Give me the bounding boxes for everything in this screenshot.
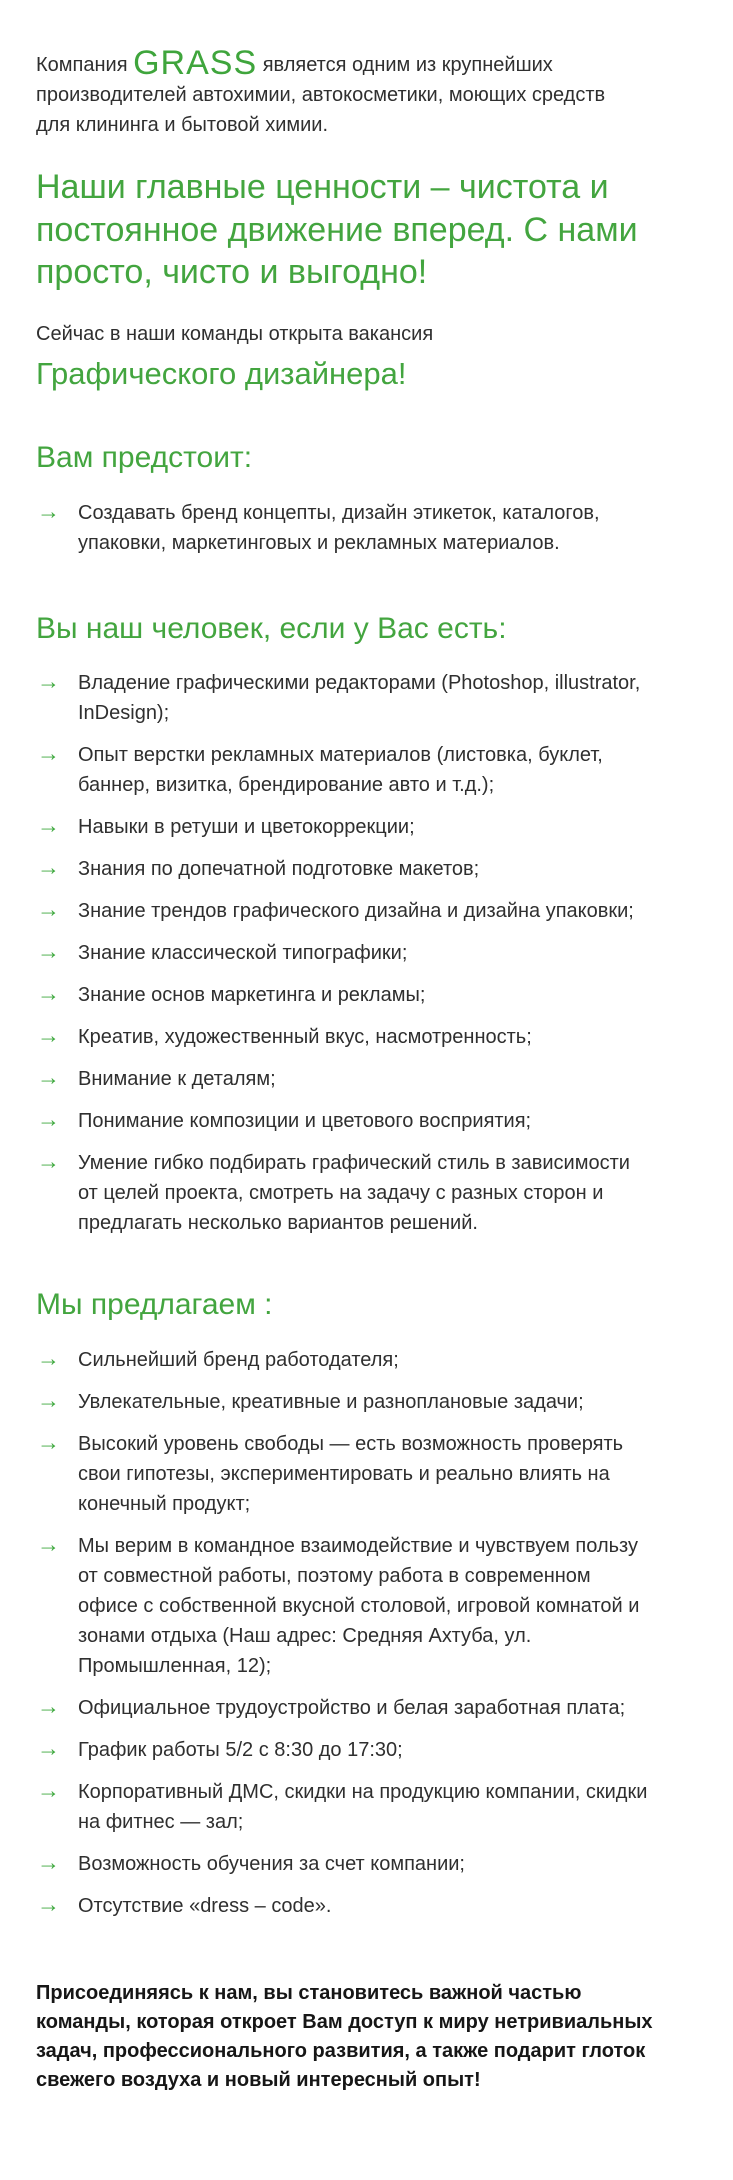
duties-list	[36, 498, 648, 558]
list-item-text: Навыки в ретуши и цветокоррекции;	[78, 816, 415, 839]
vacancy-lead: Сейчас в наши команды открыта вакансия	[36, 322, 434, 345]
list-item-text: Знание основ маркетинга и рекламы;	[78, 984, 426, 1007]
arrow-bullet-icon: →	[37, 1106, 60, 1133]
list-item	[36, 1387, 648, 1417]
arrow-bullet-icon: →	[37, 896, 60, 923]
list-item-text: Высокий уровень свободы — есть возможность проверять свои гипотезы, экспериментировать и реально влиять на конечный продукт;	[78, 1432, 624, 1515]
list-item	[36, 1064, 648, 1094]
list-item	[36, 1106, 648, 1136]
list-item-text: Сильнейший бренд работодателя;	[78, 1348, 399, 1371]
list-item	[36, 812, 648, 842]
list-item	[36, 1891, 648, 1921]
list-item	[36, 1429, 648, 1519]
list-item	[36, 1777, 648, 1837]
arrow-bullet-icon: →	[37, 1428, 60, 1455]
list-item	[36, 668, 648, 728]
arrow-bullet-icon: →	[37, 1344, 60, 1371]
closing-paragraph: Присоединяясь к нам, вы становитесь важной частью команды, которая откроет Вам доступ к миру нетривиальных задач, профессионального развития, а также подарит глоток свежего воздуха и новый интересный опыт!	[36, 1981, 653, 2091]
vacancy-title: Графического дизайнера!	[36, 355, 407, 391]
arrow-bullet-icon: →	[37, 854, 60, 881]
arrow-bullet-icon: →	[37, 1848, 60, 1875]
list-item	[36, 938, 648, 968]
arrow-bullet-icon: →	[37, 1386, 60, 1413]
list-item	[36, 498, 648, 558]
list-item	[36, 1022, 648, 1052]
list-item	[36, 1531, 648, 1681]
list-item	[36, 1693, 648, 1723]
list-item-text: Опыт верстки рекламных материалов (листовка, буклет, баннер, визитка, брендирование авто и т.д.);	[78, 744, 603, 797]
arrow-bullet-icon: →	[37, 938, 60, 965]
list-item-text: Мы верим в командное взаимодействие и чувствуем пользу от совместной работы, поэтому работа в современном офисе с собственной вкусной столовой, игровой комнатой и зонами отдыха (Наш адрес: Средняя Ахтуба, ул. Промышленная, 12);	[78, 1534, 640, 1677]
section-heading-requirements: Вы наш человек, если у Вас есть:	[36, 611, 507, 645]
arrow-bullet-icon: →	[37, 668, 60, 695]
arrow-bullet-icon: →	[37, 1530, 60, 1557]
brand-name: GRASS	[133, 44, 258, 82]
requirements-list	[36, 668, 648, 1238]
list-item-text: Корпоративный ДМС, скидки на продукцию компании, скидки на фитнес — зал;	[78, 1780, 648, 1833]
list-item-text: График работы 5/2 с 8:30 до 17:30;	[78, 1738, 403, 1761]
arrow-bullet-icon: →	[37, 1890, 60, 1917]
arrow-bullet-icon: →	[37, 1776, 60, 1803]
list-item-text: Знание классической типографики;	[78, 942, 408, 965]
section-requirements	[36, 610, 660, 1239]
section-duties	[36, 439, 660, 558]
arrow-bullet-icon: →	[37, 1692, 60, 1719]
list-item-text: Умение гибко подбирать графический стиль в зависимости от целей проекта, смотреть на задачу с разных сторон и предлагать несколько вариантов решений.	[78, 1152, 630, 1235]
section-offer	[36, 1286, 660, 1921]
list-item-text: Отсутствие «dress – code».	[78, 1894, 332, 1917]
arrow-bullet-icon: →	[37, 812, 60, 839]
intro-suffix: является одним из крупнейших производителей автохимии, автокосметики, моющих средств для клининга и бытовой химии.	[36, 54, 606, 136]
list-item	[36, 854, 648, 884]
arrow-bullet-icon: →	[37, 1148, 60, 1175]
intro-paragraph	[36, 46, 644, 140]
list-item-text: Владение графическими редакторами (Photoshop, illustrator, InDesign);	[78, 672, 641, 725]
arrow-bullet-icon: →	[37, 497, 60, 524]
list-item	[36, 1735, 648, 1765]
offer-list	[36, 1345, 648, 1921]
list-item-text: Понимание композиции и цветового восприятия;	[78, 1110, 532, 1133]
list-item-text: Знания по допечатной подготовке макетов;	[78, 858, 480, 881]
arrow-bullet-icon: →	[37, 1064, 60, 1091]
values-heading: Наши главные ценности – чистота и постоянное движение вперед. С нами просто, чисто и выгодно!	[36, 168, 638, 291]
list-item-text: Возможность обучения за счет компании;	[78, 1852, 465, 1875]
list-item	[36, 740, 648, 800]
intro-prefix: Компания	[36, 54, 134, 76]
list-item	[36, 1345, 648, 1375]
list-item	[36, 896, 648, 926]
list-item-text: Создавать бренд концепты, дизайн этикеток, каталогов, упаковки, маркетинговых и рекламных материалов.	[78, 501, 600, 554]
section-heading-offer: Мы предлагаем :	[36, 1288, 273, 1322]
arrow-bullet-icon: →	[37, 740, 60, 767]
arrow-bullet-icon: →	[37, 1734, 60, 1761]
list-item	[36, 1148, 648, 1238]
list-item-text: Увлекательные, креативные и разноплановые задачи;	[78, 1390, 584, 1413]
list-item	[36, 1849, 648, 1879]
arrow-bullet-icon: →	[37, 980, 60, 1007]
list-item-text: Официальное трудоустройство и белая заработная плата;	[78, 1696, 626, 1719]
section-heading-duties: Вам предстоит:	[36, 441, 253, 475]
list-item-text: Знание трендов графического дизайна и дизайна упаковки;	[78, 900, 634, 923]
arrow-bullet-icon: →	[37, 1022, 60, 1049]
list-item-text: Внимание к деталям;	[78, 1068, 276, 1091]
list-item-text: Креатив, художественный вкус, насмотренность;	[78, 1026, 532, 1049]
list-item	[36, 980, 648, 1010]
